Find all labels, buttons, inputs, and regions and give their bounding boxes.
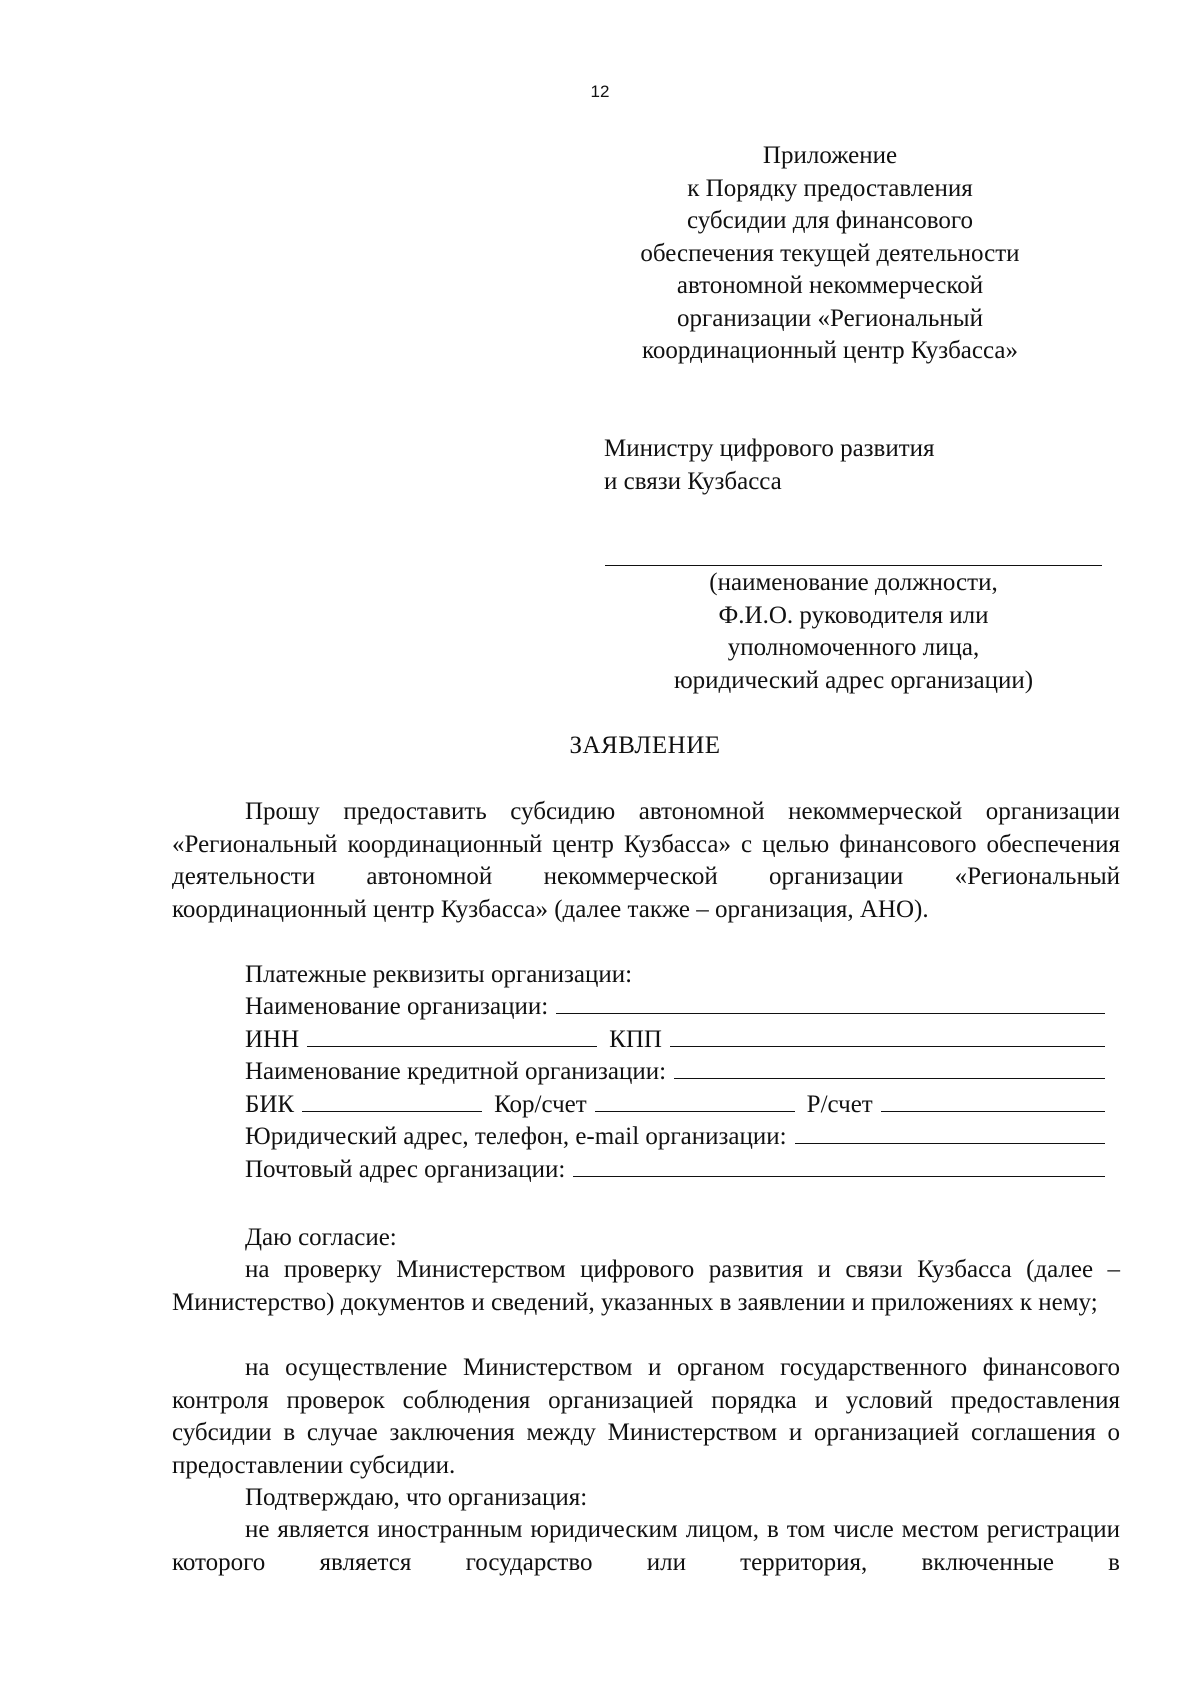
bik-label: БИК: [245, 1091, 295, 1118]
position-hint-line: (наименование должности,: [709, 569, 998, 596]
postal-address-field[interactable]: [573, 1154, 1105, 1177]
appendix-line: к Порядку предоставления: [687, 174, 973, 202]
bank-field[interactable]: [674, 1056, 1105, 1079]
appendix-line: организации «Региональный: [677, 304, 983, 332]
corr-account-label: Кор/счет: [494, 1091, 587, 1118]
org-name-row: [245, 991, 1105, 1024]
account-label: Р/счет: [806, 1091, 873, 1118]
legal-contacts-row: [245, 1121, 1105, 1154]
requisites-heading: Платежные реквизиты организации:: [245, 961, 633, 988]
inn-label: ИНН: [245, 1026, 300, 1053]
legal-contacts-field[interactable]: [795, 1121, 1105, 1144]
bank-row: [245, 1056, 1105, 1089]
appendix-line: Приложение: [762, 142, 898, 169]
legal-contacts-label: Юридический адрес, телефон, e-mail организации:: [245, 1123, 787, 1150]
position-hint-line: уполномоченного лица,: [727, 634, 980, 661]
consent-heading: Даю согласие:: [245, 1224, 397, 1251]
appendix-line: автономной некоммерческой: [676, 272, 984, 299]
page-number: 12: [590, 82, 610, 101]
inn-field[interactable]: [307, 1024, 597, 1047]
account-field[interactable]: [881, 1089, 1105, 1112]
document-title: ЗАЯВЛЕНИЕ: [569, 732, 721, 759]
appendix-line: координационный центр Кузбасса»: [642, 337, 1018, 364]
confirmation-item-text: не является иностранным юридическим лицом, в том числе местом регистрации которого является государство или территория, включенные в: [172, 1516, 1120, 1576]
addressee-line: и связи Кузбасса: [604, 468, 782, 495]
addressee-line: Министру цифрового развития: [604, 435, 935, 462]
appendix-line: обеспечения текущей деятельности: [640, 239, 1020, 267]
bank-label: Наименование кредитной организации:: [245, 1058, 667, 1085]
org-name-field[interactable]: [556, 991, 1105, 1014]
appendix-line: субсидии для финансового: [686, 207, 974, 234]
postal-address-row: [245, 1154, 1105, 1187]
bank-accounts-row: [245, 1089, 1105, 1122]
appendix-header: [590, 140, 1070, 368]
position-hint: [605, 567, 1102, 697]
confirmation-item-1: [172, 1514, 1120, 1579]
request-paragraph-text: Прошу предоставить субсидию автономной некоммерческой организации «Региональный координационный центр Кузбасса» с целью финансового обеспечения деятельности автономной некоммерческой организации «Региональный координационный центр Кузбасса» (далее также – организация, АНО).: [172, 798, 1120, 923]
org-name-label: Наименование организации:: [245, 993, 549, 1020]
consent-item-1: [172, 1254, 1120, 1319]
bik-field[interactable]: [302, 1089, 482, 1112]
applicant-position-field[interactable]: [605, 565, 1102, 566]
kpp-field[interactable]: [670, 1024, 1105, 1047]
consent-item-text: на осуществление Министерством и органом государственного финансового контроля проверок соблюдения организацией порядка и условий предоставления субсидии в случае заключения между Министерством и организацией соглашения о предоставлении субсидии.: [172, 1354, 1120, 1479]
postal-address-label: Почтовый адрес организации:: [245, 1156, 566, 1183]
confirmation-heading: Подтверждаю, что организация:: [245, 1484, 588, 1511]
corr-account-field[interactable]: [595, 1089, 795, 1112]
request-paragraph: [172, 796, 1120, 926]
consent-item-2: [172, 1352, 1120, 1482]
position-hint-line: юридический адрес организации): [673, 666, 1034, 694]
position-hint-line: Ф.И.О. руководителя или: [718, 601, 989, 629]
consent-item-text: на проверку Министерством цифрового развития и связи Кузбасса (далее – Министерство) документов и сведений, указанных в заявлении и приложениях к нему;: [172, 1256, 1120, 1316]
addressee-block: [604, 432, 1104, 498]
kpp-label: КПП: [609, 1026, 662, 1053]
inn-kpp-row: [245, 1024, 1105, 1057]
